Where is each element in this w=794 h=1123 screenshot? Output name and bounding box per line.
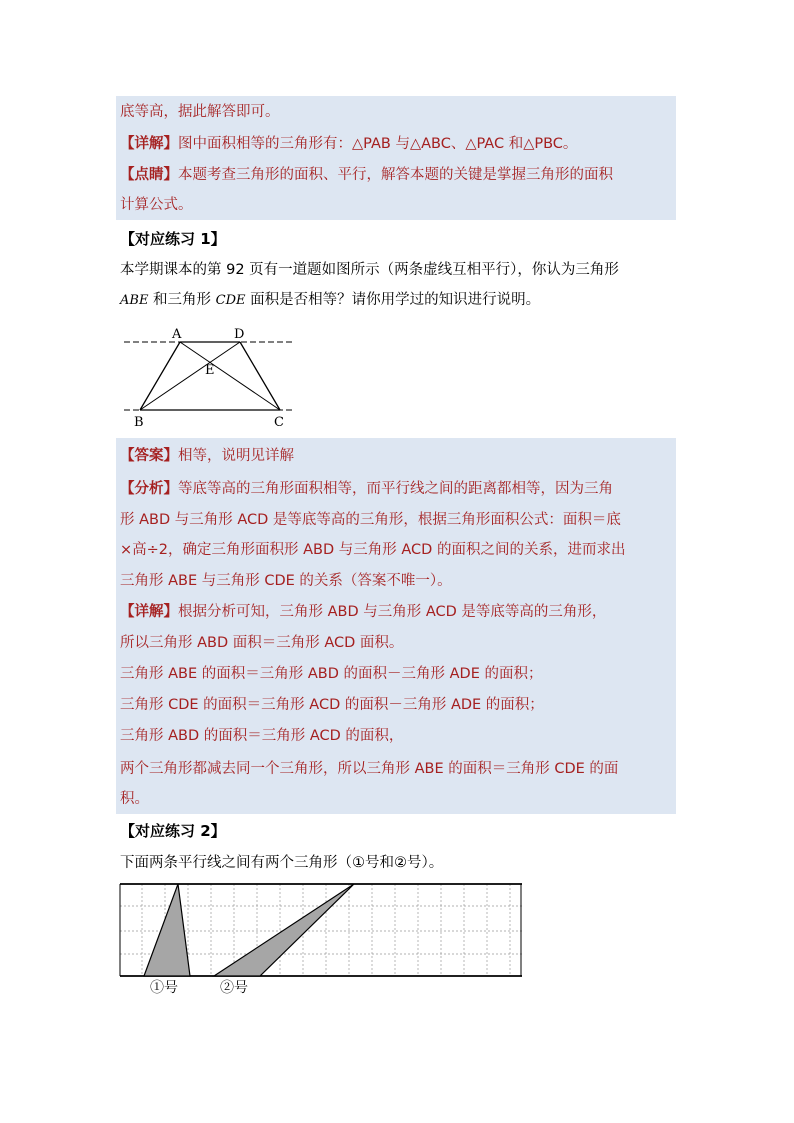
triangle-1-label: ①号 bbox=[150, 980, 178, 996]
analysis-tag: 【分析】 bbox=[120, 481, 178, 497]
triangle-2-label: ②号 bbox=[220, 980, 248, 996]
analysis-line-3: ×高÷2，确定三角形面积形 ABD 与三角形 ACD 的面积之间的关系，进而求出 bbox=[120, 542, 626, 558]
exercise-2-heading: 【对应练习 2】 bbox=[120, 822, 226, 840]
analysis-text: 等底等高的三角形面积相等，而平行线之间的距离都相等，因为三角 bbox=[178, 481, 613, 497]
analysis-line bbox=[120, 479, 613, 499]
triangle-2 bbox=[214, 884, 354, 976]
answer-line bbox=[120, 446, 294, 466]
analysis-line-2: 形 ABD 与三角形 ACD 是等底等高的三角形，根据三角形面积公式：面积＝底 bbox=[120, 512, 621, 528]
label-c: C bbox=[274, 415, 284, 430]
note-line bbox=[120, 165, 613, 185]
grid-figure bbox=[118, 876, 526, 1000]
text-line: 底等高，据此解答即可。 bbox=[120, 104, 280, 120]
detail-line-7: 积。 bbox=[120, 791, 149, 807]
detail-line-2: 所以三角形 ABD 面积＝三角形 ACD 面积。 bbox=[120, 635, 404, 651]
detail-line-4: 三角形 CDE 的面积＝三角形 ACD 的面积－三角形 ADE 的面积； bbox=[120, 697, 544, 713]
label-a: A bbox=[172, 327, 182, 342]
cde-label: CDE bbox=[215, 293, 246, 308]
text: 面积是否相等？请你用学过的知识进行说明。 bbox=[245, 292, 541, 308]
detail-tag: 【详解】 bbox=[120, 604, 178, 620]
detail-line-5: 三角形 ABD 的面积＝三角形 ACD 的面积， bbox=[120, 728, 404, 744]
label-e: E bbox=[205, 363, 215, 378]
detail-line bbox=[120, 134, 577, 154]
answer-text: 相等，说明见详解 bbox=[178, 448, 294, 464]
detail-line-1 bbox=[120, 602, 606, 622]
detail-tag: 【详解】 bbox=[120, 136, 178, 152]
abe-label: ABE bbox=[120, 293, 149, 308]
analysis-line-4: 三角形 ABE 与三角形 CDE 的关系（答案不唯一）。 bbox=[120, 573, 452, 589]
exercise-2-question: 下面两条平行线之间有两个三角形（①号和②号）。 bbox=[120, 855, 444, 871]
answer-tag: 【答案】 bbox=[120, 448, 178, 464]
note-line-2: 计算公式。 bbox=[120, 197, 193, 213]
label-d: D bbox=[234, 327, 245, 342]
label-b: B bbox=[134, 415, 144, 430]
note-tag: 【点睛】 bbox=[120, 167, 178, 183]
detail-text: 图中面积相等的三角形有：△PAB 与△ABC、△PAC 和△PBC。 bbox=[178, 136, 578, 152]
detail-text: 根据分析可知，三角形 ABD 与三角形 ACD 是等底等高的三角形， bbox=[178, 604, 607, 620]
text: 和三角形 bbox=[148, 292, 216, 308]
trapezoid-figure bbox=[118, 322, 298, 432]
exercise-1-question-2 bbox=[120, 290, 540, 311]
detail-line-3: 三角形 ABE 的面积＝三角形 ABD 的面积－三角形 ADE 的面积； bbox=[120, 666, 543, 682]
triangle-1 bbox=[144, 884, 190, 976]
exercise-1-heading: 【对应练习 1】 bbox=[120, 230, 226, 248]
note-text: 本题考查三角形的面积、平行，解答本题的关键是掌握三角形的面积 bbox=[178, 167, 613, 183]
exercise-1-question: 本学期课本的第 92 页有一道题如图所示（两条虚线互相平行），你认为三角形 bbox=[120, 262, 619, 278]
detail-line-6: 两个三角形都减去同一个三角形，所以三角形 ABE 的面积＝三角形 CDE 的面 bbox=[120, 761, 619, 777]
